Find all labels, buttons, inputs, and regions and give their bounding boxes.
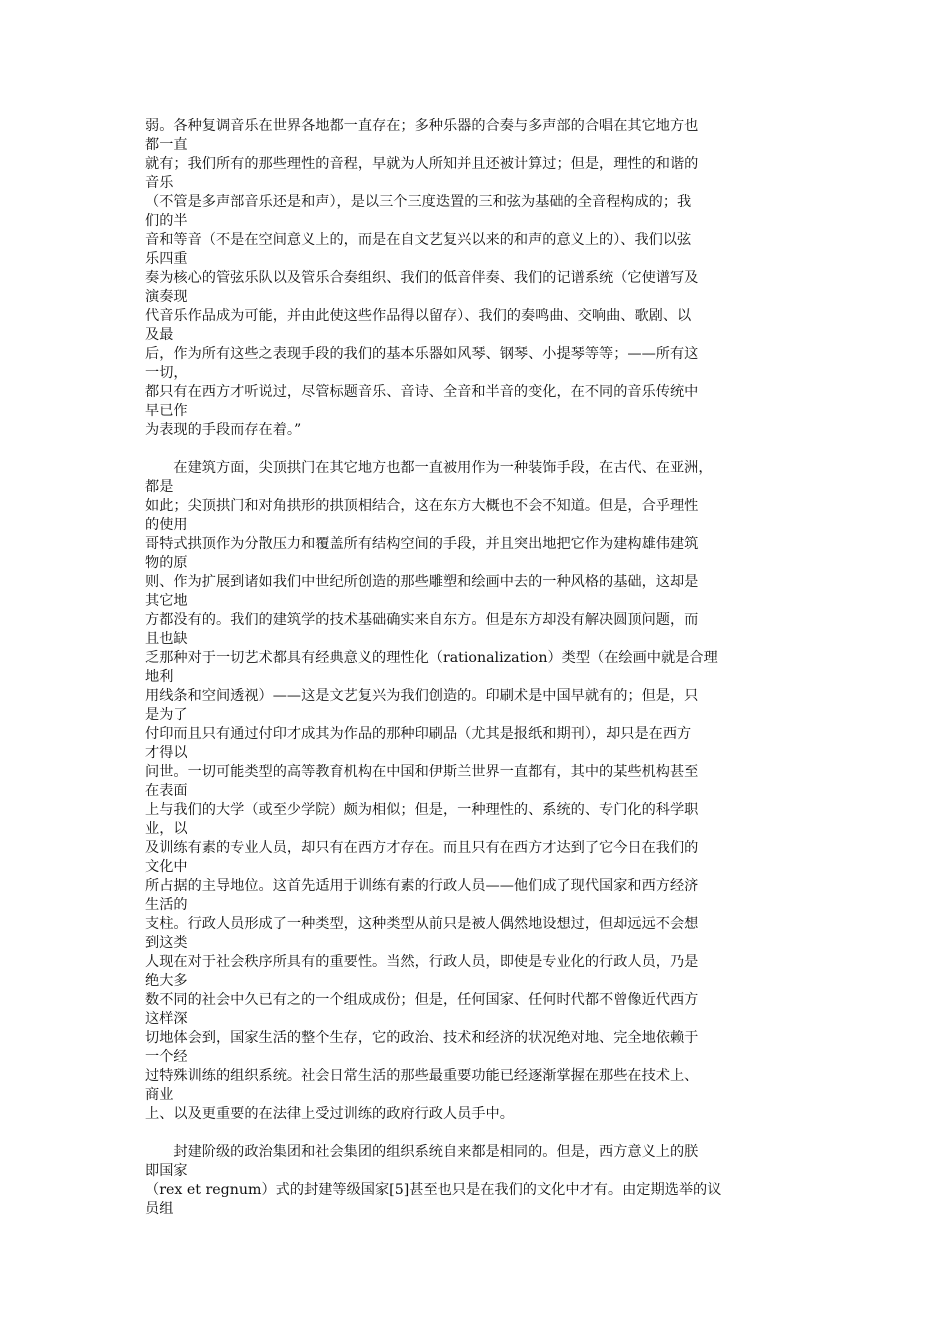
text-line: 哥特式拱顶作为分散压力和覆盖所有结构空间的手段，并且突出地把它作为建构雄伟建筑 (145, 536, 699, 552)
paragraph-3 (145, 1143, 815, 1219)
text-line: 奏为核心的管弦乐队以及管乐合奏组织、我们的低音伴奏、我们的记谱系统（它使谱写及 (145, 270, 699, 286)
text-line: 都一直 (145, 137, 188, 153)
text-line: 业，以 (145, 821, 188, 837)
text-line: 切地体会到，国家生活的整个生存，它的政治、技术和经济的状况绝对地、完全地依赖于 (145, 1030, 699, 1046)
text-line: （rex et regnum）式的封建等级国家[5]甚至也只是在我们的文化中才有。由定期选举的议 (145, 1182, 722, 1198)
text-line: 都是 (145, 479, 174, 495)
text-line: 到这类 (145, 935, 188, 951)
text-line: 上、以及更重要的在法律上受过训练的政府行政人员手中。 (145, 1106, 514, 1122)
paragraph-2 (145, 459, 815, 1124)
text-line: 后，作为所有这些之表现手段的我们的基本乐器如风琴、钢琴、小提琴等等；——所有这 (145, 346, 699, 362)
text-line: 一个经 (145, 1049, 188, 1065)
text-line: 演奏现 (145, 289, 188, 305)
text-line: 及训练有素的专业人员，却只有在西方才存在。而且只有在西方才达到了它今日在我们的 (145, 840, 699, 856)
text-line: 封建阶级的政治集团和社会集团的组织系统自来都是相同的。但是，西方意义上的朕 (145, 1144, 699, 1160)
text-line: 方都没有的。我们的建筑学的技术基础确实来自东方。但是东方却没有解决圆顶问题，而 (145, 612, 699, 628)
text-line: 则、作为扩展到诸如我们中世纪所创造的那些雕塑和绘画中去的一种风格的基础，这却是 (145, 574, 699, 590)
text-line: 数不同的社会中久已有之的一个组成成份；但是，任何国家、任何时代都不曾像近代西方 (145, 992, 699, 1008)
text-line: 绝大多 (145, 973, 188, 989)
text-line: 员组 (145, 1201, 174, 1217)
text-line: 且也缺 (145, 631, 188, 647)
paragraph-gap (145, 440, 815, 459)
text-line: 弱。各种复调音乐在世界各地都一直存在；多种乐器的合奏与多声部的合唱在其它地方也 (145, 118, 699, 134)
text-line: 代音乐作品成为可能，并由此使这些作品得以留存）、我们的奏鸣曲、交响曲、歌剧、以 (145, 308, 692, 324)
text-line: 地利 (145, 669, 174, 685)
text-line: 乐四重 (145, 251, 188, 267)
text-line: 乏那种对于一切艺术都具有经典意义的理性化（rationalization）类型（在绘画中就是合理 (145, 650, 718, 666)
text-line: 人现在对于社会秩序所具有的重要性。当然，行政人员，即使是专业化的行政人员，乃是 (145, 954, 699, 970)
text-line: （不管是多声部音乐还是和声），是以三个三度迭置的三和弦为基础的全音程构成的；我 (145, 194, 692, 210)
text-line: 所占据的主导地位。这首先适用于训练有素的行政人员——他们成了现代国家和西方经济 (145, 878, 699, 894)
text-line: 过特殊训练的组织系统。社会日常生活的那些最重要功能已经逐渐掌握在那些在技术上、 (145, 1068, 699, 1084)
text-line: 在表面 (145, 783, 188, 799)
body-text (145, 117, 815, 1219)
text-line: 一切， (145, 365, 188, 381)
text-line: 物的原 (145, 555, 188, 571)
text-line: 生活的 (145, 897, 188, 913)
text-line: 其它地 (145, 593, 188, 609)
text-line: 用线条和空间透视）——这是文艺复兴为我们创造的。印刷术是中国早就有的；但是，只 (145, 688, 699, 704)
text-line: 是为了 (145, 707, 188, 723)
paragraph-1 (145, 117, 815, 440)
text-line: 早已作 (145, 403, 188, 419)
text-line: 即国家 (145, 1163, 188, 1179)
text-line: 付印而且只有通过付印才成其为作品的那种印刷品（尤其是报纸和期刊），却只是在西方 (145, 726, 692, 742)
text-line: 就有；我们所有的那些理性的音程，早就为人所知并且还被计算过；但是，理性的和谐的 (145, 156, 699, 172)
text-line: 才得以 (145, 745, 188, 761)
text-line: 文化中 (145, 859, 188, 875)
paragraph-gap (145, 1124, 815, 1143)
text-line: 这样深 (145, 1011, 188, 1027)
text-line: 问世。一切可能类型的高等教育机构在中国和伊斯兰世界一直都有，其中的某些机构甚至 (145, 764, 699, 780)
text-line: 们的半 (145, 213, 188, 229)
text-line: 及最 (145, 327, 174, 343)
text-line: 在建筑方面，尖顶拱门在其它地方也都一直被用作为一种装饰手段，在古代、在亚洲， (145, 460, 713, 476)
text-line: 为表现的手段而存在着。” (145, 422, 302, 438)
text-line: 的使用 (145, 517, 188, 533)
text-line: 音乐 (145, 175, 174, 191)
text-line: 商业 (145, 1087, 174, 1103)
text-line: 音和等音（不是在空间意义上的，而是在自文艺复兴以来的和声的意义上的）、我们以弦 (145, 232, 692, 248)
text-line: 如此；尖顶拱门和对角拱形的拱顶相结合，这在东方大概也不会不知道。但是，合乎理性 (145, 498, 699, 514)
text-line: 支柱。行政人员形成了一种类型，这种类型从前只是被人偶然地设想过，但却远远不会想 (145, 916, 699, 932)
text-line: 都只有在西方才听说过，尽管标题音乐、音诗、全音和半音的变化，在不同的音乐传统中 (145, 384, 699, 400)
text-line: 上与我们的大学（或至少学院）颇为相似；但是，一种理性的、系统的、专门化的科学职 (145, 802, 699, 818)
